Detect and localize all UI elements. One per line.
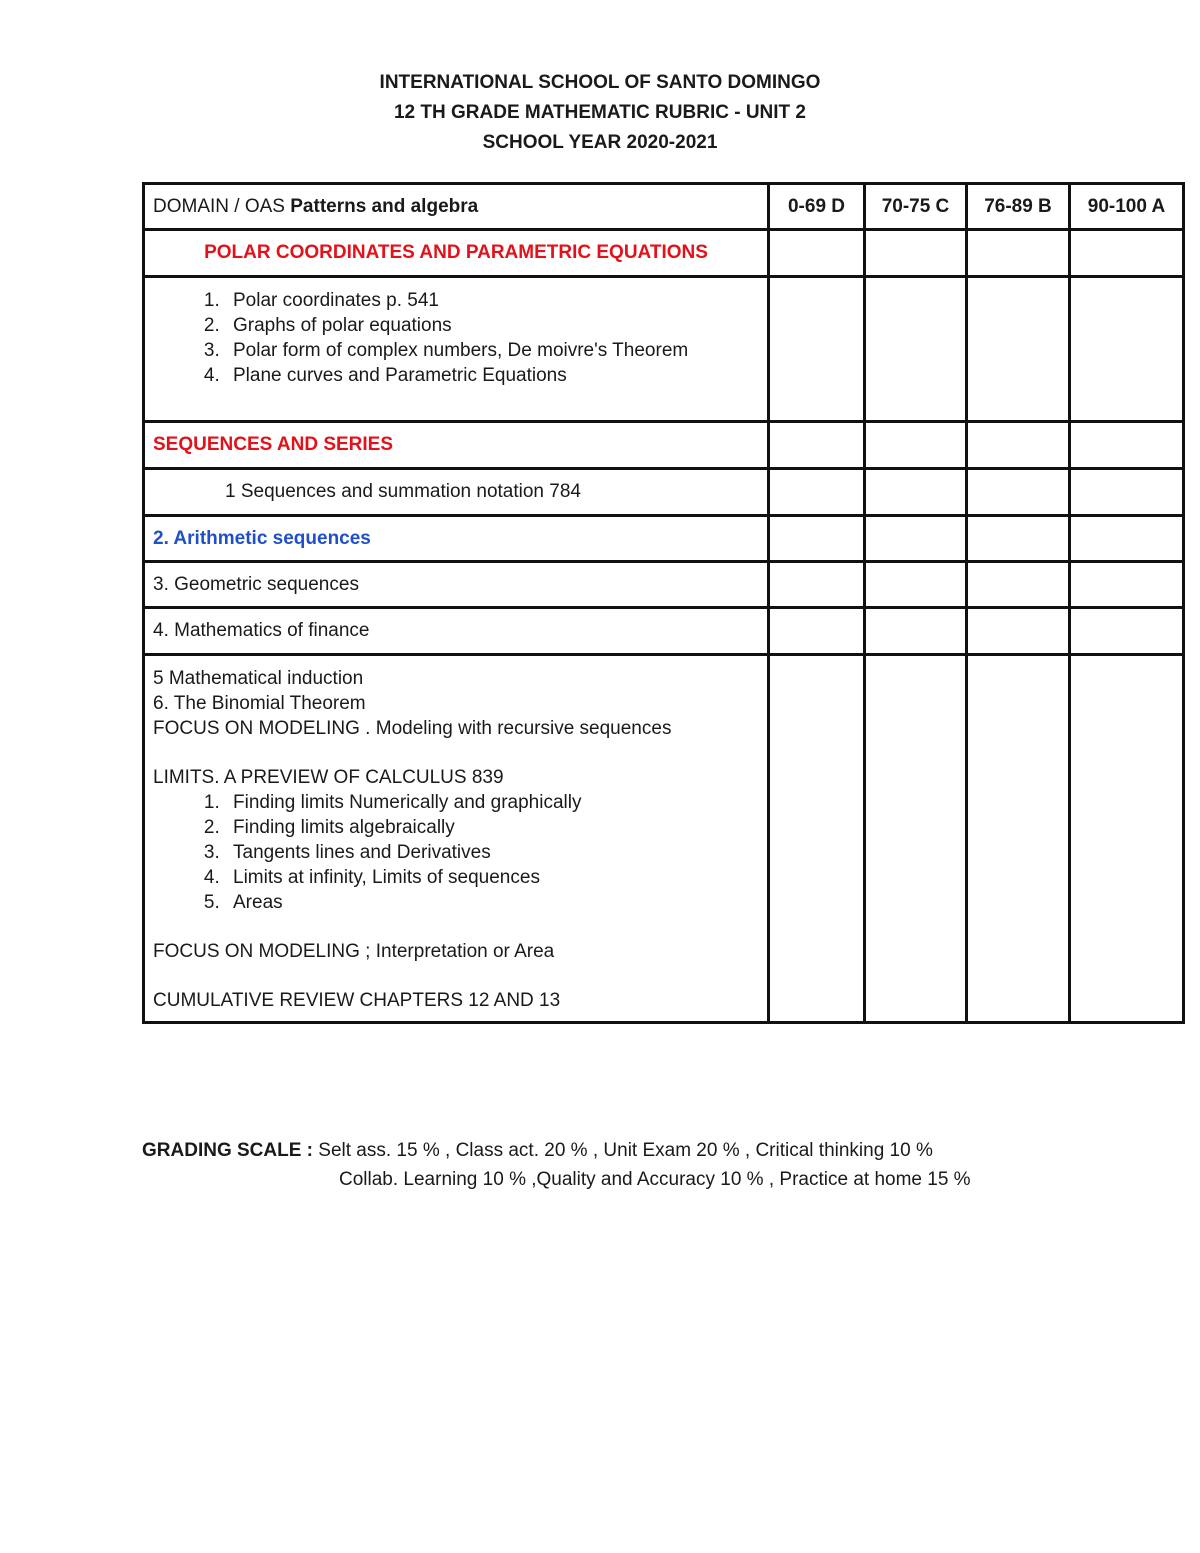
block-cell xyxy=(144,655,769,1023)
block-line: CUMULATIVE REVIEW CHAPTERS 12 AND 13 xyxy=(153,990,561,1011)
topic-cell: 2. Arithmetic sequences xyxy=(144,516,769,562)
grade-cell xyxy=(1070,422,1184,469)
grading-line-1 xyxy=(142,1136,971,1165)
grade-cell xyxy=(967,516,1070,562)
grade-cell xyxy=(865,469,967,516)
school-year: SCHOOL YEAR 2020-2021 xyxy=(482,132,718,153)
list-item: 4. Plane curves and Parametric Equations xyxy=(225,363,759,388)
grading-line-2: Collab. Learning 10 % ,Quality and Accuracy 10 % , Practice at home 15 % xyxy=(339,1169,971,1190)
grade-cell xyxy=(769,608,865,655)
section2-row4 xyxy=(144,608,1184,655)
grade-cell xyxy=(967,608,1070,655)
block-line: 6. The Binomial Theorem xyxy=(153,693,366,714)
rubric-title: 12 TH GRADE MATHEMATIC RUBRIC - UNIT 2 xyxy=(393,102,807,123)
grade-cell xyxy=(865,655,967,1023)
block-line: 5 Mathematical induction xyxy=(153,668,364,689)
grade-cell xyxy=(865,277,967,422)
grade-cell xyxy=(769,516,865,562)
section2-block-row xyxy=(144,655,1184,1023)
list-item: 2. Graphs of polar equations xyxy=(225,313,759,338)
rubric-table xyxy=(142,182,1185,1024)
grade-cell xyxy=(769,277,865,422)
list-item: 1. Finding limits Numerically and graphically xyxy=(225,790,759,815)
grade-cell xyxy=(967,277,1070,422)
grading-scale xyxy=(142,1136,971,1194)
document-header xyxy=(0,68,1200,158)
grade-cell xyxy=(769,562,865,608)
domain-label: DOMAIN / OAS xyxy=(153,195,285,217)
grade-col-c: 70-75 C xyxy=(865,184,967,230)
grade-cell xyxy=(865,562,967,608)
list-item: 3. Tangents lines and Derivatives xyxy=(225,840,759,865)
grade-cell xyxy=(1070,562,1184,608)
limits-list xyxy=(153,790,759,915)
section1-title: POLAR COORDINATES AND PARAMETRIC EQUATIONS xyxy=(144,230,769,277)
grade-cell xyxy=(769,655,865,1023)
grade-cell xyxy=(967,230,1070,277)
grade-cell xyxy=(865,516,967,562)
grade-cell xyxy=(769,469,865,516)
section2-row1 xyxy=(144,469,1184,516)
domain-value: Patterns and algebra xyxy=(290,195,479,217)
grade-cell xyxy=(865,422,967,469)
list-item: 2. Finding limits algebraically xyxy=(225,815,759,840)
section2-row2 xyxy=(144,516,1184,562)
domain-header-row xyxy=(144,184,1184,230)
grading-label: GRADING SCALE : xyxy=(142,1140,313,1161)
section2-row3 xyxy=(144,562,1184,608)
grade-col-d: 0-69 D xyxy=(769,184,865,230)
limits-title: LIMITS. A PREVIEW OF CALCULUS 839 xyxy=(153,767,504,788)
section1-list xyxy=(153,288,759,388)
grade-cell xyxy=(1070,277,1184,422)
list-item: 3. Polar form of complex numbers, De moivre's Theorem xyxy=(225,338,759,363)
grade-col-b: 76-89 B xyxy=(967,184,1070,230)
section1-title-row xyxy=(144,230,1184,277)
grade-cell xyxy=(967,422,1070,469)
grade-cell xyxy=(1070,608,1184,655)
grade-col-a: 90-100 A xyxy=(1070,184,1184,230)
grade-cell xyxy=(865,608,967,655)
section1-items-row xyxy=(144,277,1184,422)
grade-cell xyxy=(1070,516,1184,562)
grade-cell xyxy=(769,230,865,277)
list-item: 5. Areas xyxy=(225,890,759,915)
grade-cell xyxy=(1070,655,1184,1023)
block-line: FOCUS ON MODELING ; Interpretation or Area xyxy=(153,941,555,962)
topic-cell: 3. Geometric sequences xyxy=(144,562,769,608)
list-item: 1. Polar coordinates p. 541 xyxy=(225,288,759,313)
list-item: 4. Limits at infinity, Limits of sequences xyxy=(225,865,759,890)
block-line: FOCUS ON MODELING . Modeling with recursive sequences xyxy=(153,718,672,739)
grade-cell xyxy=(865,230,967,277)
grade-cell xyxy=(1070,230,1184,277)
grading-text-1: Selt ass. 15 % , Class act. 20 % , Unit Exam 20 % , Critical thinking 10 % xyxy=(313,1140,933,1161)
school-name: INTERNATIONAL SCHOOL OF SANTO DOMINGO xyxy=(379,72,821,93)
grade-cell xyxy=(967,655,1070,1023)
domain-cell xyxy=(144,184,769,230)
section2-title-row xyxy=(144,422,1184,469)
grade-cell xyxy=(967,562,1070,608)
grade-cell xyxy=(967,469,1070,516)
section2-title: SEQUENCES AND SERIES xyxy=(144,422,769,469)
section1-items-cell xyxy=(144,277,769,422)
grade-cell xyxy=(769,422,865,469)
grade-cell xyxy=(1070,469,1184,516)
topic-cell: 4. Mathematics of finance xyxy=(144,608,769,655)
topic-cell: 1 Sequences and summation notation 784 xyxy=(144,469,769,516)
